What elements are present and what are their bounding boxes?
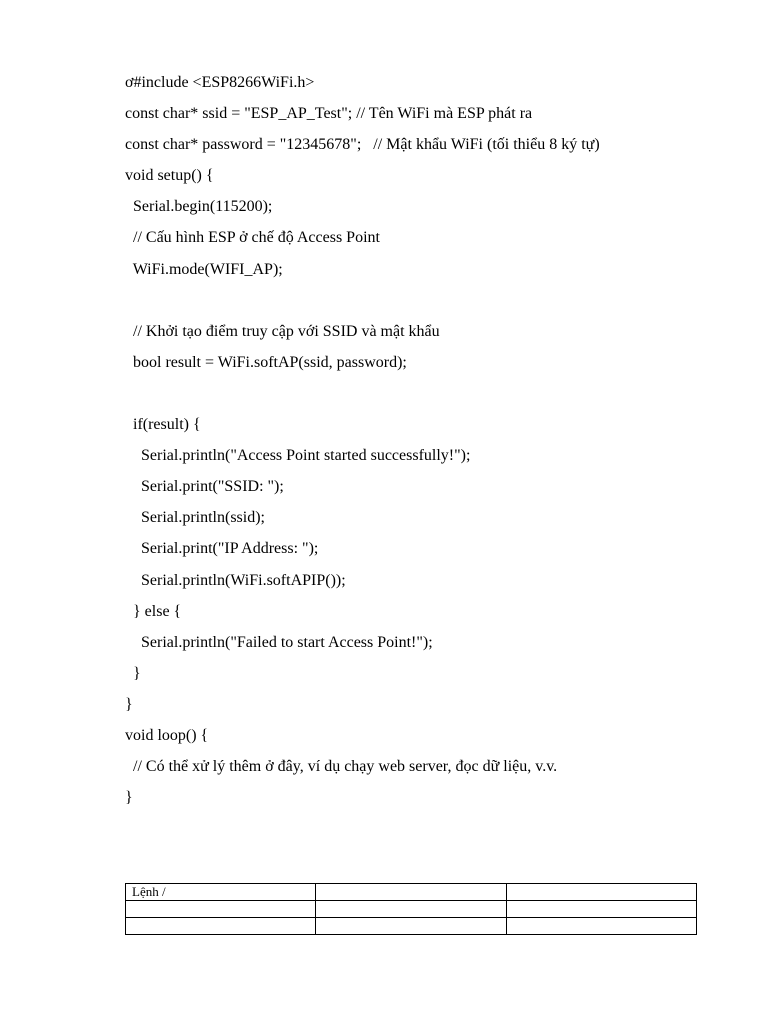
code-line: }: [125, 664, 141, 682]
table-cell: [506, 884, 696, 901]
code-line: [125, 383, 725, 414]
table-cell: [316, 884, 506, 901]
code-line: Serial.println("Access Point started successfully!");: [125, 447, 471, 465]
code-line: // Cấu hình ESP ở chế độ Access Point: [125, 229, 380, 247]
code-line: Serial.begin(115200);: [125, 198, 273, 216]
table-row: [126, 901, 697, 918]
table-row: [126, 884, 697, 901]
code-line: ơ#include <ESP8266WiFi.h>: [125, 74, 315, 91]
document-table: [125, 883, 697, 935]
code-line: void loop() {: [125, 726, 209, 744]
code-line: Serial.println("Failed to start Access Point!");: [125, 633, 433, 651]
code-line: Serial.println(ssid);: [125, 509, 265, 527]
code-line: void setup() {: [125, 167, 214, 185]
code-line: Serial.print("IP Address: ");: [125, 540, 319, 558]
table-cell: [506, 901, 696, 918]
table-cell: [126, 901, 316, 918]
code-line: }: [125, 789, 133, 807]
code-line: Serial.println(WiFi.softAPIP());: [125, 571, 346, 589]
code-line: // Khởi tạo điểm truy cập với SSID và mật khẩu: [125, 322, 440, 340]
code-line: Serial.print("SSID: ");: [125, 478, 284, 496]
code-block: [125, 72, 725, 818]
code-line: WiFi.mode(WIFI_AP);: [125, 260, 283, 278]
table-cell: [316, 918, 506, 935]
code-line: if(result) {: [125, 416, 201, 434]
table-cell: [316, 901, 506, 918]
code-line: }: [125, 695, 133, 713]
code-line: const char* ssid = "ESP_AP_Test"; // Tên WiFi mà ESP phát ra: [125, 105, 533, 123]
table-row: [126, 918, 697, 935]
code-line: bool result = WiFi.softAP(ssid, password);: [125, 353, 407, 371]
code-line: } else {: [125, 602, 182, 620]
table-cell: Lệnh /: [126, 884, 316, 901]
code-line: [125, 290, 725, 321]
code-line: const char* password = "12345678"; // Mật khẩu WiFi (tối thiểu 8 ký tự): [125, 136, 600, 154]
table-cell: [506, 918, 696, 935]
code-line: // Có thể xử lý thêm ở đây, ví dụ chạy web server, đọc dữ liệu, v.v.: [125, 758, 558, 776]
table-cell: [126, 918, 316, 935]
